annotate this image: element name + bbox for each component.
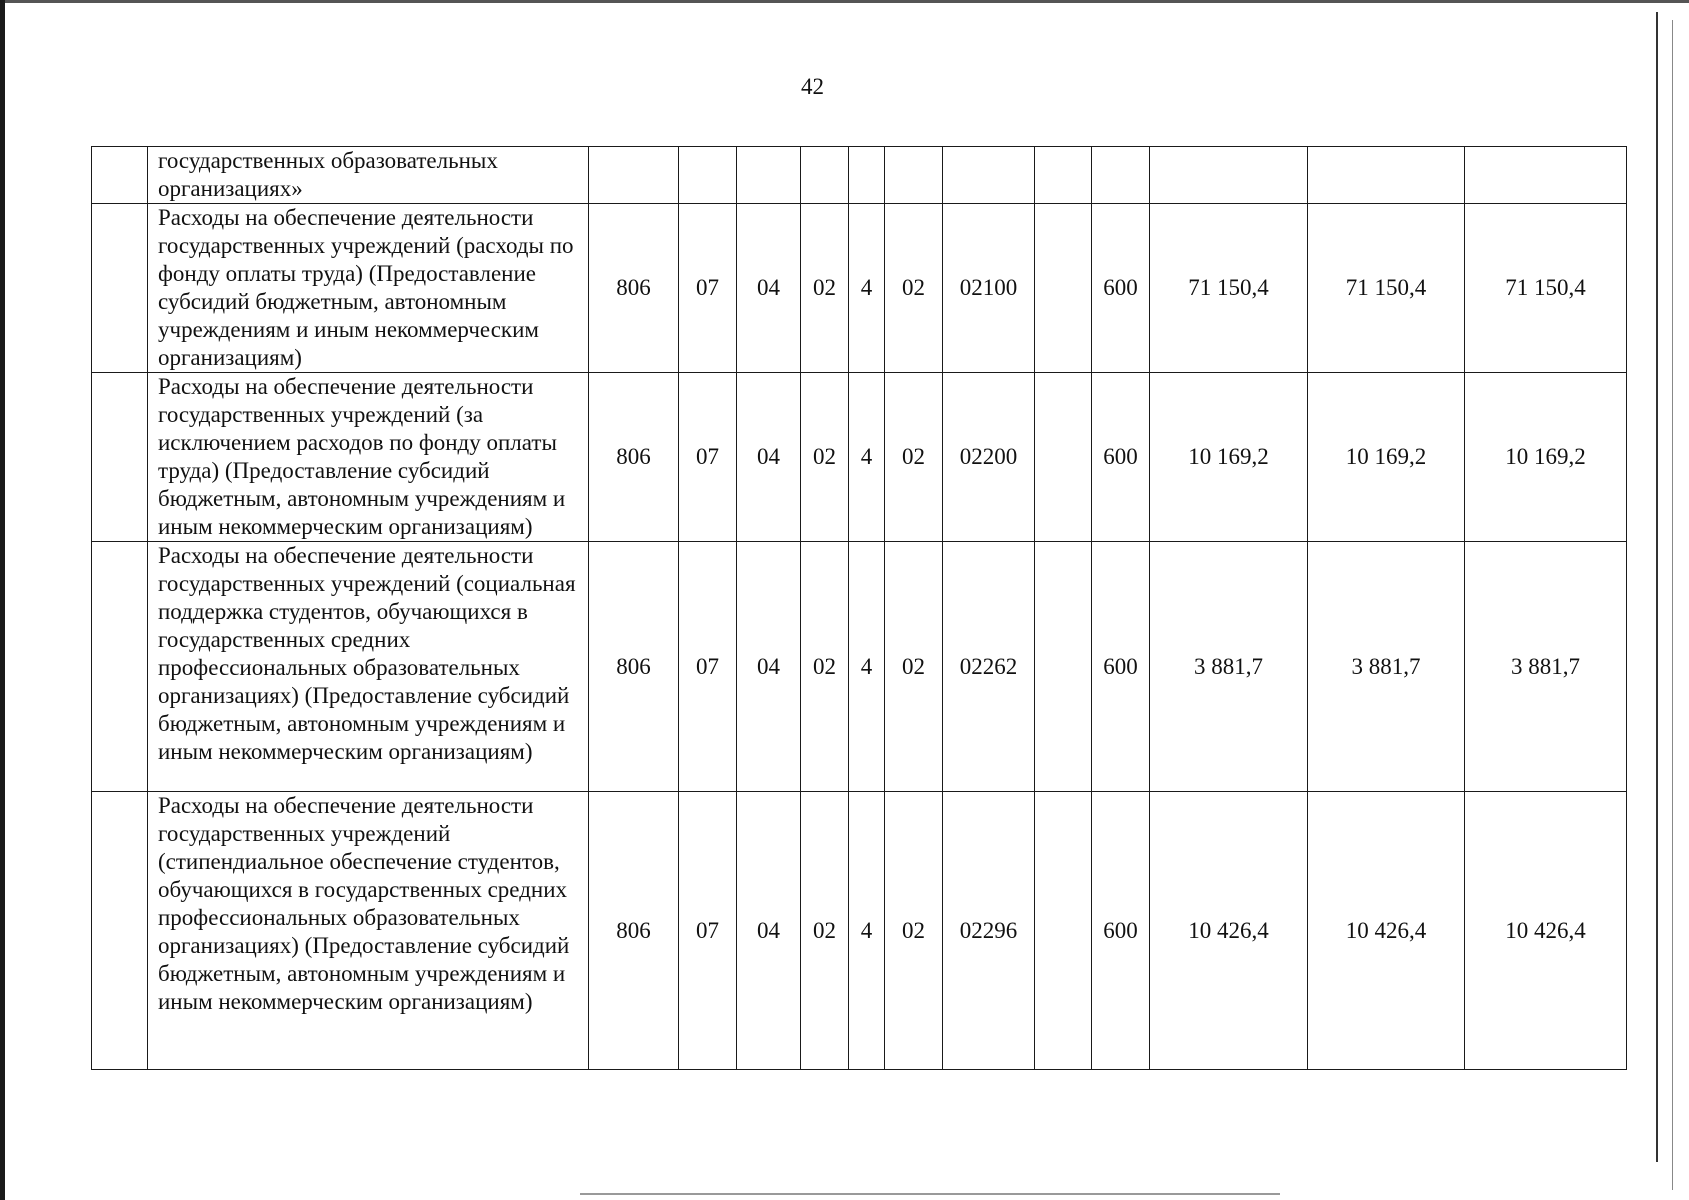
cell-sum-3: 3 881,7 bbox=[1465, 542, 1627, 792]
cell-program: 02 bbox=[801, 792, 849, 1070]
cell-sum-3: 10 169,2 bbox=[1465, 373, 1627, 542]
cell-subprogram bbox=[849, 147, 885, 204]
cell-description: Расходы на обеспечение деятельности государственных учреждений (расходы по фонду оплаты труда) (Предоставление субсидий бюджетным, автономным учреждениям и иным некоммерческим организациям) bbox=[148, 204, 589, 373]
cell-direction-code: 02296 bbox=[943, 792, 1035, 1070]
cell-subprogram: 4 bbox=[849, 204, 885, 373]
cell-subsection: 04 bbox=[737, 542, 801, 792]
cell-subsection: 04 bbox=[737, 373, 801, 542]
cell-blank bbox=[1035, 147, 1092, 204]
cell-admin-code bbox=[589, 147, 679, 204]
cell-blank bbox=[1035, 204, 1092, 373]
cell-main-event: 02 bbox=[885, 792, 943, 1070]
cell-admin-code: 806 bbox=[589, 204, 679, 373]
cell-main-event: 02 bbox=[885, 204, 943, 373]
cell-sum-1 bbox=[1150, 147, 1308, 204]
cell-sum-2: 71 150,4 bbox=[1308, 204, 1465, 373]
scan-edge-right bbox=[1656, 12, 1658, 1162]
cell-row-number bbox=[92, 792, 148, 1070]
cell-row-number bbox=[92, 373, 148, 542]
cell-section bbox=[679, 147, 737, 204]
budget-table bbox=[91, 146, 1627, 1070]
cell-expense-type: 600 bbox=[1092, 542, 1150, 792]
cell-row-number bbox=[92, 147, 148, 204]
cell-section: 07 bbox=[679, 373, 737, 542]
cell-main-event: 02 bbox=[885, 373, 943, 542]
table-row bbox=[92, 373, 1627, 542]
cell-description: Расходы на обеспечение деятельности государственных учреждений (за исключением расходов по фонду оплаты труда) (Предоставление субсидий бюджетным, автономным учреждениям и иным некоммерческим организациям) bbox=[148, 373, 589, 542]
cell-direction-code: 02100 bbox=[943, 204, 1035, 373]
cell-program: 02 bbox=[801, 542, 849, 792]
table-row bbox=[92, 204, 1627, 373]
cell-blank bbox=[1035, 792, 1092, 1070]
cell-section: 07 bbox=[679, 792, 737, 1070]
cell-sum-3: 71 150,4 bbox=[1465, 204, 1627, 373]
cell-sum-1: 3 881,7 bbox=[1150, 542, 1308, 792]
cell-subprogram: 4 bbox=[849, 792, 885, 1070]
cell-subsection: 04 bbox=[737, 204, 801, 373]
cell-subsection bbox=[737, 147, 801, 204]
page-number: 42 bbox=[801, 74, 824, 99]
cell-expense-type: 600 bbox=[1092, 792, 1150, 1070]
cell-direction-code: 02262 bbox=[943, 542, 1035, 792]
cell-sum-3 bbox=[1465, 147, 1627, 204]
cell-blank bbox=[1035, 542, 1092, 792]
cell-sum-2: 10 426,4 bbox=[1308, 792, 1465, 1070]
cell-program bbox=[801, 147, 849, 204]
cell-sum-1: 10 169,2 bbox=[1150, 373, 1308, 542]
scan-edge-right-outer bbox=[1672, 20, 1673, 1190]
cell-program: 02 bbox=[801, 373, 849, 542]
cell-main-event bbox=[885, 147, 943, 204]
cell-admin-code: 806 bbox=[589, 542, 679, 792]
scan-edge-bottom bbox=[580, 1193, 1280, 1195]
cell-sum-3: 10 426,4 bbox=[1465, 792, 1627, 1070]
scan-edge-top bbox=[0, 0, 1689, 3]
cell-program: 02 bbox=[801, 204, 849, 373]
cell-admin-code: 806 bbox=[589, 792, 679, 1070]
cell-expense-type: 600 bbox=[1092, 204, 1150, 373]
table-row bbox=[92, 542, 1627, 792]
cell-sum-2: 10 169,2 bbox=[1308, 373, 1465, 542]
cell-section: 07 bbox=[679, 542, 737, 792]
cell-description: Расходы на обеспечение деятельности государственных учреждений (стипендиальное обеспечение студентов, обучающихся в государственных средних профессиональных образовательных организациях) (Предоставление субсидий бюджетным, автономным учреждениям и иным некоммерческим организациям) bbox=[148, 792, 589, 1070]
cell-admin-code: 806 bbox=[589, 373, 679, 542]
cell-direction-code: 02200 bbox=[943, 373, 1035, 542]
cell-sum-1: 71 150,4 bbox=[1150, 204, 1308, 373]
cell-row-number bbox=[92, 204, 148, 373]
cell-expense-type: 600 bbox=[1092, 373, 1150, 542]
table-row bbox=[92, 792, 1627, 1070]
cell-description: государственных образовательных организациях» bbox=[148, 147, 589, 204]
scan-edge-left bbox=[0, 0, 5, 1200]
cell-subprogram: 4 bbox=[849, 542, 885, 792]
table-row bbox=[92, 147, 1627, 204]
cell-subprogram: 4 bbox=[849, 373, 885, 542]
cell-sum-2: 3 881,7 bbox=[1308, 542, 1465, 792]
cell-expense-type bbox=[1092, 147, 1150, 204]
cell-direction-code bbox=[943, 147, 1035, 204]
cell-row-number bbox=[92, 542, 148, 792]
cell-section: 07 bbox=[679, 204, 737, 373]
cell-blank bbox=[1035, 373, 1092, 542]
cell-main-event: 02 bbox=[885, 542, 943, 792]
cell-sum-2 bbox=[1308, 147, 1465, 204]
cell-sum-1: 10 426,4 bbox=[1150, 792, 1308, 1070]
cell-description: Расходы на обеспечение деятельности государственных учреждений (социальная поддержка студентов, обучающихся в государственных средних профессиональных образовательных организациях) (Предоставление субсидий бюджетным, автономным учреждениям и иным некоммерческим организациям) bbox=[148, 542, 589, 792]
cell-subsection: 04 bbox=[737, 792, 801, 1070]
